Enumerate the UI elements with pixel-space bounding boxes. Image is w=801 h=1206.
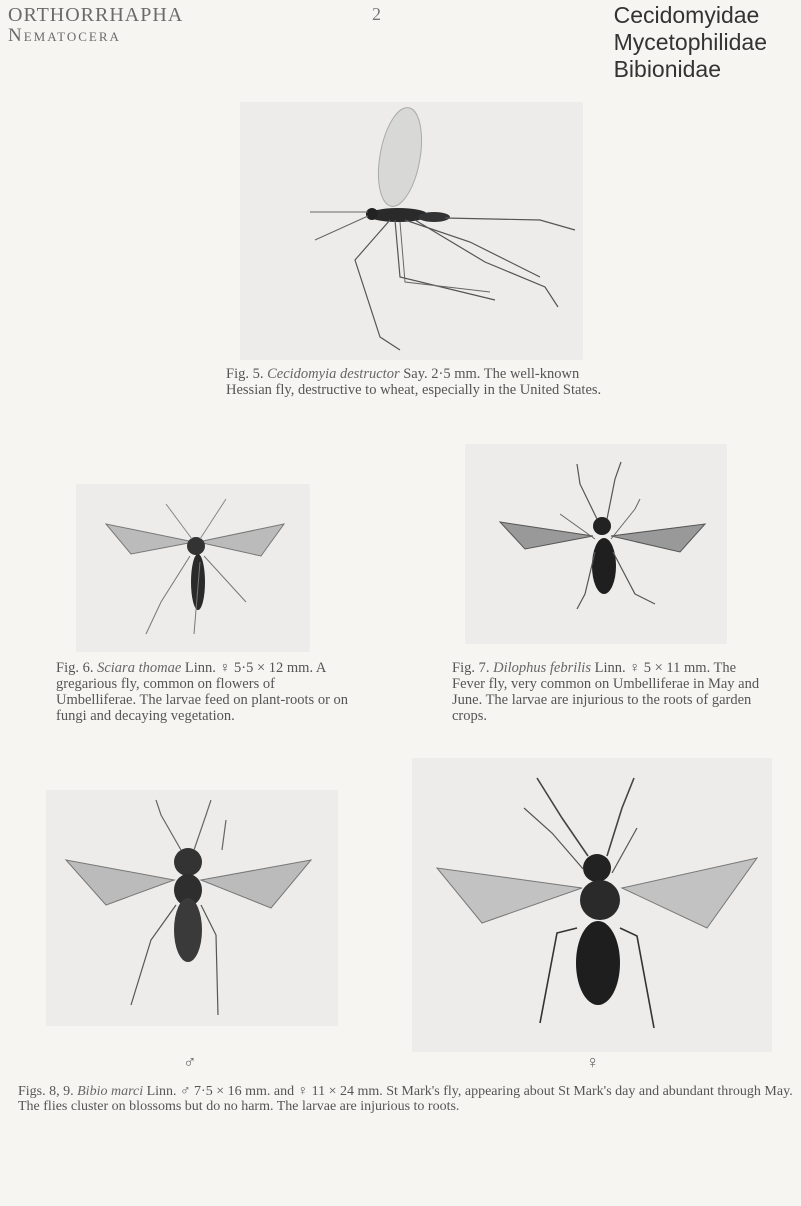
suborder-name: Nematocera (8, 25, 121, 46)
order-name: ORTHORRHAPHA (8, 4, 184, 26)
page-number: 2 (372, 4, 381, 24)
fig8-photo (46, 790, 338, 1026)
fig5-photo (240, 102, 583, 360)
fig89-caption (18, 1084, 798, 1114)
fig89-text: Linn. ♂ 7·5 × 16 mm. and ♀ 11 × 24 mm. St Mark's fly, appearing about St Mark's day and abundant through May. The flies cluster on blossoms but do no harm. The larvae are injurious to roots. (18, 1084, 793, 1114)
fig6-text: Linn. ♀ 5·5 × 12 mm. A gregarious fly, common on flowers of Umbelliferae. The larvae feed on plant-roots or on fungi and decaying vegetation. (56, 660, 349, 724)
fig6-label: Fig. 6. (56, 660, 94, 676)
family-name: Mycetophilidae (613, 29, 767, 55)
fig7-photo (465, 444, 727, 644)
fig5-text: Say. 2·5 mm. The well-known Hessian fly, destructive to wheat, especially in the United States. (226, 366, 602, 398)
fig9-photo (412, 758, 772, 1052)
fig6-species: Sciara thomae (97, 660, 182, 676)
fig5-label: Fig. 5. (226, 366, 264, 382)
family-list (614, 2, 767, 83)
male-symbol: ♂ (183, 1052, 197, 1072)
female-symbol: ♀ (586, 1052, 600, 1072)
running-head-left (8, 4, 183, 47)
fig7-species: Dilophus febrilis (493, 660, 591, 676)
fig6-photo (76, 484, 310, 652)
fig5-caption (226, 366, 626, 398)
fig89-label: Figs. 8, 9. (18, 1084, 74, 1099)
fig89-species: Bibio marci (77, 1084, 144, 1099)
family-name: Bibionidae (613, 56, 721, 82)
fig7-caption (452, 660, 764, 724)
fig6-caption (56, 660, 356, 724)
fig7-text: Linn. ♀ 5 × 11 mm. The Fever fly, very common on Umbelliferae in May and June. The larvae are injurious to the roots of garden crops. (452, 660, 760, 724)
fig7-label: Fig. 7. (452, 660, 490, 676)
family-name: Cecidomyidae (613, 2, 760, 28)
fig5-species: Cecidomyia destructor (267, 366, 400, 382)
